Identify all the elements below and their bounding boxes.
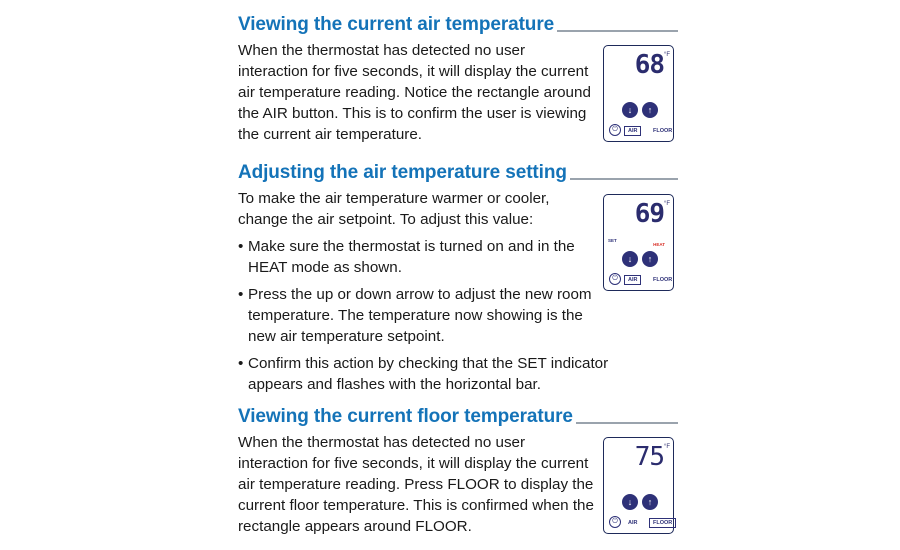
- heading-row: [238, 404, 678, 428]
- power-icon: ⏻: [609, 273, 621, 285]
- thermostat-display-floor: [603, 437, 674, 534]
- up-arrow-icon: ↑: [642, 251, 658, 267]
- section-paragraph: When the thermostat has detected no user interaction for five seconds, it will display the current air temperature reading. Notice the rectangle around the AIR button. This is to confirm the user is viewing the current air temperature.: [238, 42, 591, 143]
- up-arrow-icon: ↑: [642, 102, 658, 118]
- down-arrow-icon: ↓: [622, 494, 638, 510]
- degree-unit: °F: [663, 52, 670, 58]
- temperature-readout: 69: [634, 199, 664, 229]
- section-heading: Viewing the current air temperature: [238, 14, 555, 35]
- degree-unit: °F: [663, 444, 670, 450]
- section-heading: Adjusting the air temperature setting: [238, 162, 567, 183]
- bullet-item: • Confirm this action by checking that the SET indicator appears and flashes with the horizontal bar.: [238, 353, 628, 395]
- heading-rule: [570, 178, 678, 180]
- temperature-readout: 68: [634, 50, 664, 80]
- bullet-item: • Press the up or down arrow to adjust the new room temperature. The temperature now showing is the new air temperature setpoint.: [238, 284, 603, 347]
- section-paragraph: When the thermostat has detected no user interaction for five seconds, it will display the current air temperature reading. Press FLOOR to display the current floor temperature. This is confirmed when the rectangle appears around FLOOR.: [238, 434, 594, 535]
- down-arrow-icon: ↓: [622, 251, 638, 267]
- set-indicator: SET: [608, 238, 617, 243]
- section-heading: Viewing the current floor temperature: [238, 406, 573, 427]
- floor-button-label: FLOOR: [653, 128, 673, 134]
- thermostat-display-air: [603, 45, 674, 142]
- power-icon: ⏻: [609, 516, 621, 528]
- air-button-label: AIR: [628, 520, 638, 526]
- degree-unit: °F: [663, 201, 670, 207]
- heading-rule: [557, 30, 678, 32]
- down-arrow-icon: ↓: [622, 102, 638, 118]
- air-button-label: AIR: [624, 126, 641, 136]
- air-button-label: AIR: [624, 275, 641, 285]
- floor-button-label: FLOOR: [649, 518, 676, 528]
- heading-row: [238, 12, 678, 36]
- heading-rule: [576, 422, 678, 424]
- temperature-readout: 75: [634, 442, 664, 472]
- section-paragraph: To make the air temperature warmer or cooler, change the air setpoint. To adjust this value:: [238, 190, 550, 228]
- heading-row: [238, 160, 678, 184]
- heat-indicator: HEAT: [653, 242, 665, 247]
- power-icon: ⏻: [609, 124, 621, 136]
- thermostat-display-set: [603, 194, 674, 291]
- up-arrow-icon: ↑: [642, 494, 658, 510]
- bullet-item: • Make sure the thermostat is turned on and in the HEAT mode as shown.: [238, 236, 593, 278]
- floor-button-label: FLOOR: [653, 277, 673, 283]
